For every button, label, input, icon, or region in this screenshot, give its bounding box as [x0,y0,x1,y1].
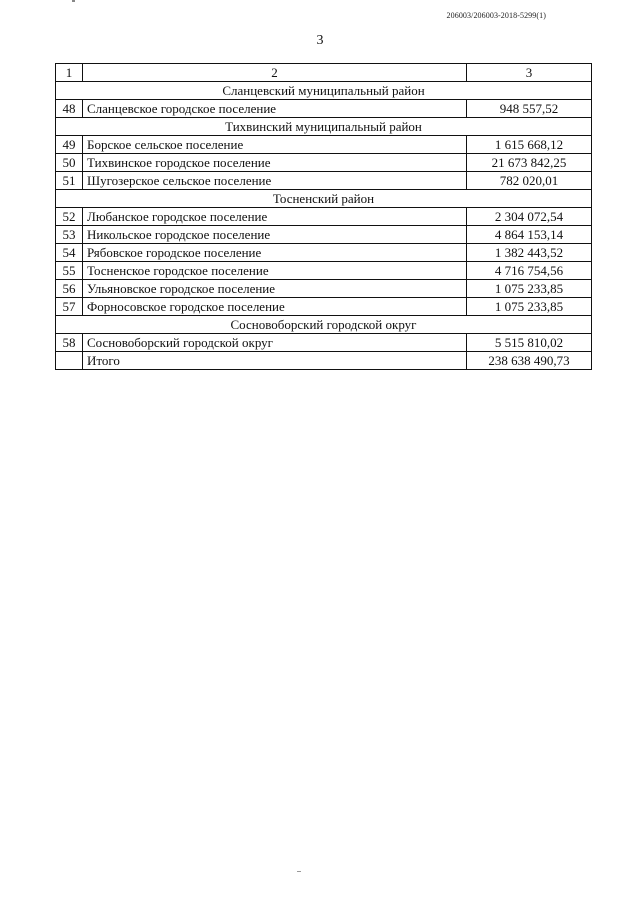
municipality-name: Шугозерское сельское поселение [83,172,467,190]
table-row [56,298,592,316]
column-header-2: 2 [83,64,467,82]
row-number: 52 [56,208,83,226]
amount-value: 5 515 810,02 [467,334,592,352]
municipality-name: Никольское городское поселение [83,226,467,244]
section-title: Сланцевский муниципальный район [56,82,592,100]
table-row [56,244,592,262]
row-number: 53 [56,226,83,244]
municipality-name: Борское сельское поселение [83,136,467,154]
amount-value: 2 304 072,54 [467,208,592,226]
table-row [56,334,592,352]
municipality-name: Сосновоборский городской округ [83,334,467,352]
section-header-row [56,316,592,334]
municipality-name: Тихвинское городское поселение [83,154,467,172]
total-number-cell [56,352,83,370]
amount-value: 21 673 842,25 [467,154,592,172]
amount-value: 1 382 443,52 [467,244,592,262]
column-header-1: 1 [56,64,83,82]
total-label: Итого [83,352,467,370]
table-row [56,136,592,154]
section-header-row [56,82,592,100]
scan-mark [297,871,301,872]
amount-value: 782 020,01 [467,172,592,190]
page-number: 3 [316,33,324,48]
table-row [56,154,592,172]
row-number: 57 [56,298,83,316]
municipality-name: Форносовское городское поселение [83,298,467,316]
table-row [56,262,592,280]
municipality-name: Любанское городское поселение [83,208,467,226]
amount-value: 948 557,52 [467,100,592,118]
amount-value: 4 716 754,56 [467,262,592,280]
municipality-name: Рябовское городское поселение [83,244,467,262]
amount-value: 4 864 153,14 [467,226,592,244]
scan-speck [72,0,75,2]
municipality-name: Сланцевское городское поселение [83,100,467,118]
amount-value: 1 615 668,12 [467,136,592,154]
section-title: Тихвинский муниципальный район [56,118,592,136]
row-number: 51 [56,172,83,190]
total-value: 238 638 490,73 [467,352,592,370]
column-number-row [56,64,592,82]
row-number: 54 [56,244,83,262]
row-number: 55 [56,262,83,280]
municipality-name: Тосненское городское поселение [83,262,467,280]
amount-value: 1 075 233,85 [467,298,592,316]
total-row [56,352,592,370]
table-row [56,172,592,190]
column-header-3: 3 [467,64,592,82]
section-header-row [56,190,592,208]
section-title: Тосненский район [56,190,592,208]
row-number: 48 [56,100,83,118]
table-row [56,226,592,244]
allocation-table [55,63,592,370]
table-body [56,82,592,370]
table-row [56,280,592,298]
row-number: 58 [56,334,83,352]
document-code: 206003/206003-2018-5299(1) [446,11,546,20]
municipality-name: Ульяновское городское поселение [83,280,467,298]
row-number: 49 [56,136,83,154]
amount-value: 1 075 233,85 [467,280,592,298]
section-title: Сосновоборский городской округ [56,316,592,334]
table-row [56,208,592,226]
row-number: 50 [56,154,83,172]
row-number: 56 [56,280,83,298]
section-header-row [56,118,592,136]
table-row [56,100,592,118]
